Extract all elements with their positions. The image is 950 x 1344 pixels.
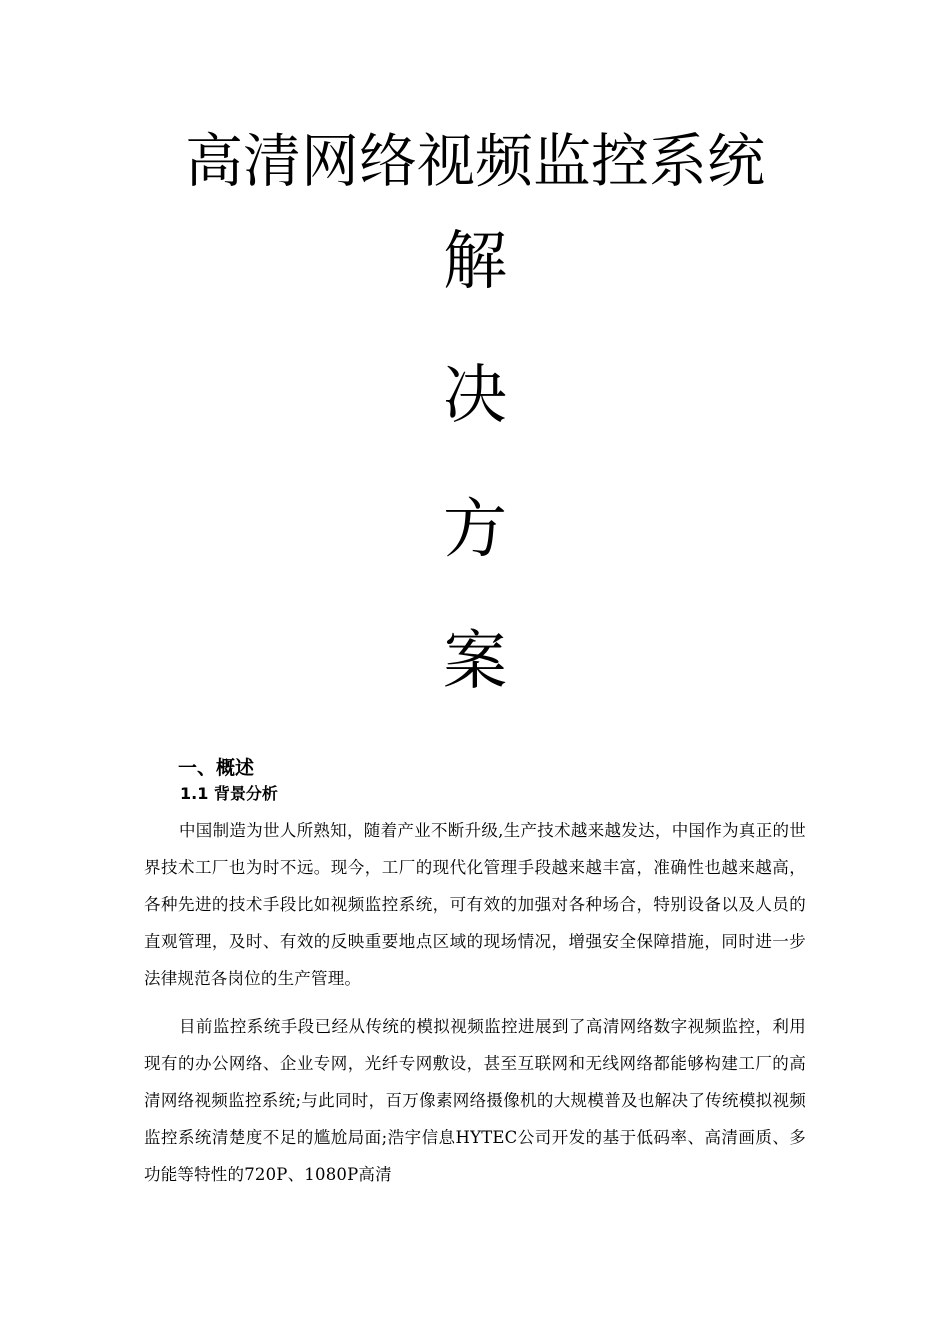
document-title: 高清网络视频监控系统 <box>184 127 765 195</box>
paragraph-2: 目前监控系统手段已经从传统的模拟视频监控进展到了高清网络数字视频监控，利用现有的办公网络、企业专网，光纤专网敷设，甚至互联网和无线网络都能够构建工厂的高清网络视频监控系统;与此同时，百万像素网络摄像机的大规模普及也解决了传统模拟视频监控系统清楚度不足的尴尬局面;浩宇信息HYTEC公司开发的基于低码率、高清画质、多功能等特性的720P、1080P高清 <box>144 1017 806 1184</box>
title-char-1: 解 <box>443 225 507 299</box>
subsection-heading: 1.1 背景分析 <box>180 784 278 803</box>
title-char-2: 决 <box>443 359 507 433</box>
title-char-4: 案 <box>443 625 507 699</box>
paragraph-1: 中国制造为世人所熟知，随着产业不断升级,生产技术越来越发达，中国作为真正的世界技术工厂也为时不远。现今，工厂的现代化管理手段越来越丰富，准确性也越来越高，各种先进的技术手段比如视频监控系统，可有效的加强对各种场合，特别设备以及人员的直观管理，及时、有效的反映重要地点区域的现场情况，增强安全保障措施，同时进一步法律规范各岗位的生产管理。 <box>144 821 806 988</box>
section-heading: 一、概述 <box>178 757 255 779</box>
title-char-3: 方 <box>443 493 507 567</box>
